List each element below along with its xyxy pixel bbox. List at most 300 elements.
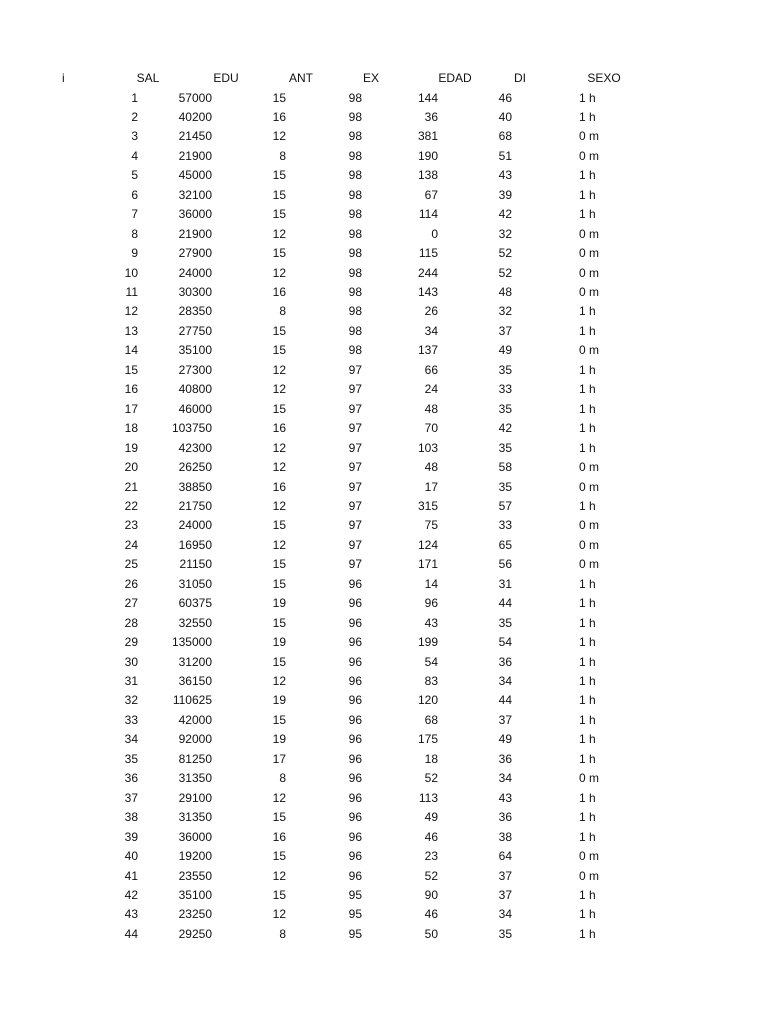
cell-edu: 8 bbox=[279, 771, 286, 786]
cell-i: 9 bbox=[131, 246, 138, 261]
table-row bbox=[0, 419, 768, 439]
table-row bbox=[0, 478, 768, 498]
table-row bbox=[0, 653, 768, 673]
cell-sexo: 0 m bbox=[579, 265, 600, 280]
cell-edad: 58 bbox=[498, 460, 512, 475]
cell-ex: 50 bbox=[424, 926, 438, 941]
cell-ant: 98 bbox=[348, 168, 362, 183]
cell-edu: 12 bbox=[272, 790, 286, 805]
cell-ex: 52 bbox=[424, 771, 438, 786]
cell-ant: 98 bbox=[348, 246, 362, 261]
cell-sal: 21450 bbox=[178, 129, 212, 144]
cell-edad: 52 bbox=[498, 265, 512, 280]
cell-ant: 98 bbox=[348, 304, 362, 319]
cell-edu: 19 bbox=[272, 693, 286, 708]
table-row bbox=[0, 264, 768, 284]
cell-ex: 199 bbox=[417, 635, 438, 650]
cell-i: 17 bbox=[124, 401, 138, 416]
cell-i: 7 bbox=[131, 207, 138, 222]
cell-sexo: 0 m bbox=[579, 771, 600, 786]
cell-ant: 96 bbox=[348, 674, 362, 688]
cell-ant: 97 bbox=[348, 401, 362, 416]
cell-edad: 48 bbox=[498, 285, 512, 299]
cell-sal: 30300 bbox=[178, 285, 212, 299]
cell-sal: 21150 bbox=[179, 557, 212, 572]
cell-edu: 12 bbox=[272, 674, 286, 688]
cell-sexo: 0 m bbox=[579, 479, 600, 494]
cell-ant: 95 bbox=[348, 926, 362, 941]
cell-edad: 43 bbox=[498, 168, 512, 183]
table-row bbox=[0, 439, 768, 459]
cell-i: 29 bbox=[124, 635, 138, 650]
cell-edu: 15 bbox=[272, 712, 286, 727]
cell-sexo: 1 h bbox=[579, 751, 596, 766]
cell-ex: 34 bbox=[424, 323, 438, 338]
cell-i: 24 bbox=[124, 537, 138, 552]
cell-ex: 90 bbox=[424, 887, 438, 902]
cell-ant: 98 bbox=[348, 323, 362, 338]
cell-ant: 98 bbox=[348, 207, 362, 222]
cell-i: 32 bbox=[124, 693, 138, 708]
cell-edu: 15 bbox=[272, 207, 286, 222]
table-row bbox=[0, 536, 768, 556]
cell-edad: 65 bbox=[498, 537, 512, 552]
table-row bbox=[0, 867, 768, 887]
table-row bbox=[0, 322, 768, 342]
cell-sexo: 1 h bbox=[579, 498, 596, 513]
cell-sal: 31350 bbox=[178, 810, 212, 825]
cell-sal: 36150 bbox=[178, 674, 212, 688]
cell-ant: 98 bbox=[348, 187, 362, 202]
cell-edu: 12 bbox=[272, 440, 286, 455]
cell-sexo: 1 h bbox=[579, 401, 596, 416]
cell-sexo: 1 h bbox=[579, 615, 596, 630]
table-row bbox=[0, 594, 768, 614]
table-row bbox=[0, 750, 768, 770]
cell-edad: 43 bbox=[498, 790, 512, 805]
cell-edad: 32 bbox=[498, 226, 512, 241]
cell-i: 1 bbox=[131, 90, 138, 105]
cell-sexo: 1 h bbox=[579, 596, 596, 611]
table-row bbox=[0, 147, 768, 167]
cell-i: 28 bbox=[124, 615, 138, 630]
cell-edu: 12 bbox=[272, 498, 286, 513]
table-row bbox=[0, 244, 768, 264]
table-row bbox=[0, 89, 768, 109]
cell-edu: 19 bbox=[272, 596, 286, 611]
cell-ex: 43 bbox=[424, 615, 438, 630]
header-i: i bbox=[62, 71, 65, 85]
cell-ex: 66 bbox=[424, 362, 438, 377]
cell-sal: 60375 bbox=[178, 596, 212, 611]
cell-ex: 36 bbox=[424, 109, 438, 124]
cell-ex: 70 bbox=[424, 421, 438, 436]
table-row bbox=[0, 730, 768, 750]
table-row bbox=[0, 808, 768, 828]
cell-ant: 98 bbox=[348, 129, 362, 144]
cell-i: 39 bbox=[124, 829, 138, 844]
cell-edad: 54 bbox=[498, 635, 512, 650]
cell-edad: 35 bbox=[498, 440, 512, 455]
cell-edad: 35 bbox=[498, 926, 512, 941]
cell-edu: 15 bbox=[272, 654, 286, 669]
cell-edad: 31 bbox=[498, 576, 512, 591]
cell-edad: 52 bbox=[498, 246, 512, 261]
cell-i: 19 bbox=[124, 440, 138, 455]
cell-sal: 27300 bbox=[178, 362, 212, 377]
cell-edad: 34 bbox=[498, 674, 512, 688]
cell-edu: 15 bbox=[272, 557, 286, 572]
cell-sal: 135000 bbox=[171, 635, 212, 650]
cell-edad: 35 bbox=[498, 615, 512, 630]
cell-sal: 40200 bbox=[178, 109, 212, 124]
cell-ex: 23 bbox=[424, 849, 438, 864]
table-row bbox=[0, 205, 768, 225]
cell-ant: 96 bbox=[348, 712, 362, 727]
cell-edu: 16 bbox=[272, 109, 286, 124]
cell-edu: 12 bbox=[272, 460, 286, 475]
cell-sexo: 1 h bbox=[579, 712, 596, 727]
cell-ant: 96 bbox=[348, 615, 362, 630]
table-row bbox=[0, 789, 768, 809]
cell-edad: 46 bbox=[498, 90, 512, 105]
cell-edad: 35 bbox=[498, 362, 512, 377]
cell-i: 30 bbox=[124, 654, 138, 669]
cell-edu: 15 bbox=[272, 246, 286, 261]
cell-ex: 315 bbox=[417, 498, 438, 513]
cell-sexo: 1 h bbox=[579, 887, 596, 902]
cell-i: 41 bbox=[124, 868, 138, 883]
cell-sal: 36000 bbox=[178, 207, 212, 222]
cell-i: 5 bbox=[131, 168, 138, 183]
cell-sal: 27750 bbox=[178, 323, 212, 338]
header-edad: EDAD bbox=[438, 71, 472, 85]
cell-sal: 57000 bbox=[178, 90, 212, 105]
table-row bbox=[0, 302, 768, 322]
header-edu: EDU bbox=[213, 71, 239, 85]
cell-sexo: 0 m bbox=[579, 849, 600, 864]
table-row bbox=[0, 380, 768, 400]
cell-sal: 29250 bbox=[178, 926, 212, 941]
cell-sal: 27900 bbox=[178, 246, 212, 261]
cell-sexo: 0 m bbox=[579, 868, 600, 883]
cell-ex: 114 bbox=[418, 207, 438, 222]
cell-ex: 54 bbox=[424, 654, 438, 669]
cell-i: 15 bbox=[124, 362, 138, 377]
cell-sal: 16950 bbox=[178, 537, 212, 552]
cell-sexo: 1 h bbox=[579, 382, 596, 397]
cell-i: 10 bbox=[124, 265, 138, 280]
cell-ant: 96 bbox=[348, 829, 362, 844]
table-row bbox=[0, 905, 768, 925]
cell-ant: 98 bbox=[348, 109, 362, 124]
cell-edad: 51 bbox=[498, 148, 512, 163]
cell-ant: 97 bbox=[348, 440, 362, 455]
cell-edad: 38 bbox=[498, 829, 512, 844]
cell-sal: 31050 bbox=[178, 576, 212, 591]
cell-sexo: 0 m bbox=[579, 285, 600, 299]
table-row bbox=[0, 225, 768, 245]
table-row bbox=[0, 186, 768, 206]
cell-edad: 42 bbox=[498, 421, 512, 436]
cell-i: 11 bbox=[125, 285, 138, 299]
header-sal: SAL bbox=[136, 71, 160, 85]
cell-edu: 12 bbox=[272, 226, 286, 241]
cell-edu: 16 bbox=[272, 479, 286, 494]
table-row bbox=[0, 127, 768, 147]
cell-edu: 12 bbox=[272, 537, 286, 552]
cell-sexo: 1 h bbox=[579, 207, 596, 222]
cell-sal: 46000 bbox=[178, 401, 212, 416]
cell-sal: 32100 bbox=[178, 187, 212, 202]
table-row bbox=[0, 497, 768, 517]
table-row bbox=[0, 575, 768, 595]
cell-i: 22 bbox=[124, 498, 138, 513]
cell-i: 38 bbox=[124, 810, 138, 825]
cell-ex: 14 bbox=[424, 576, 438, 591]
cell-edad: 68 bbox=[498, 129, 512, 144]
table-row bbox=[0, 614, 768, 634]
cell-ex: 83 bbox=[424, 674, 438, 688]
cell-edu: 15 bbox=[272, 615, 286, 630]
cell-ex: 46 bbox=[424, 829, 438, 844]
cell-ex: 124 bbox=[417, 537, 438, 552]
table-row bbox=[0, 458, 768, 478]
cell-sexo: 0 m bbox=[579, 537, 600, 552]
cell-edu: 19 bbox=[272, 732, 286, 747]
cell-edad: 36 bbox=[498, 654, 512, 669]
cell-ant: 97 bbox=[348, 537, 362, 552]
cell-edad: 44 bbox=[498, 596, 512, 611]
cell-i: 43 bbox=[124, 907, 138, 922]
cell-sal: 21900 bbox=[178, 226, 212, 241]
cell-sexo: 1 h bbox=[579, 304, 596, 319]
cell-edu: 16 bbox=[272, 285, 286, 299]
cell-ex: 171 bbox=[417, 557, 438, 572]
cell-sexo: 0 m bbox=[579, 343, 600, 358]
cell-edu: 8 bbox=[279, 926, 286, 941]
cell-ant: 97 bbox=[348, 498, 362, 513]
cell-ant: 97 bbox=[348, 479, 362, 494]
table-row bbox=[0, 828, 768, 848]
cell-edu: 12 bbox=[272, 868, 286, 883]
cell-ant: 98 bbox=[348, 285, 362, 299]
cell-edad: 42 bbox=[498, 207, 512, 222]
table-row bbox=[0, 361, 768, 381]
cell-i: 26 bbox=[124, 576, 138, 591]
cell-sal: 31200 bbox=[178, 654, 212, 669]
cell-sal: 81250 bbox=[178, 751, 212, 766]
cell-sexo: 1 h bbox=[579, 109, 596, 124]
cell-ant: 97 bbox=[348, 518, 362, 533]
cell-edad: 49 bbox=[498, 343, 512, 358]
cell-sal: 31350 bbox=[178, 771, 212, 786]
cell-sexo: 1 h bbox=[579, 732, 596, 747]
table-row bbox=[0, 925, 768, 945]
cell-sal: 42300 bbox=[178, 440, 212, 455]
cell-sexo: 1 h bbox=[579, 635, 596, 650]
cell-i: 27 bbox=[124, 596, 138, 611]
cell-i: 33 bbox=[124, 712, 138, 727]
cell-i: 44 bbox=[124, 926, 138, 941]
cell-ex: 67 bbox=[424, 187, 438, 202]
cell-i: 40 bbox=[124, 849, 138, 864]
cell-sexo: 1 h bbox=[579, 829, 596, 844]
table-row bbox=[0, 691, 768, 711]
cell-i: 34 bbox=[124, 732, 138, 747]
cell-i: 21 bbox=[124, 479, 138, 494]
cell-ex: 26 bbox=[424, 304, 438, 319]
cell-sal: 24000 bbox=[178, 518, 212, 533]
cell-edad: 44 bbox=[498, 693, 512, 708]
table-row bbox=[0, 283, 768, 303]
header-di: DI bbox=[514, 71, 526, 85]
cell-sexo: 0 m bbox=[579, 518, 600, 533]
cell-ant: 96 bbox=[348, 732, 362, 747]
cell-sexo: 1 h bbox=[579, 907, 596, 922]
table-row bbox=[0, 847, 768, 867]
cell-sal: 110625 bbox=[172, 693, 212, 708]
cell-edad: 39 bbox=[498, 187, 512, 202]
cell-ex: 68 bbox=[424, 712, 438, 727]
table-row bbox=[0, 886, 768, 906]
cell-ex: 18 bbox=[424, 751, 438, 766]
table-row bbox=[0, 166, 768, 186]
cell-edu: 16 bbox=[272, 829, 286, 844]
cell-ex: 244 bbox=[417, 265, 438, 280]
cell-i: 20 bbox=[124, 460, 138, 475]
cell-sexo: 1 h bbox=[579, 693, 596, 708]
cell-i: 23 bbox=[124, 518, 138, 533]
cell-sexo: 0 m bbox=[579, 557, 600, 572]
cell-sal: 23250 bbox=[178, 907, 212, 922]
cell-sexo: 1 h bbox=[579, 90, 596, 105]
cell-sal: 19200 bbox=[178, 849, 212, 864]
cell-sexo: 0 m bbox=[579, 246, 600, 261]
cell-sexo: 0 m bbox=[579, 226, 600, 241]
cell-edad: 40 bbox=[498, 109, 512, 124]
cell-ex: 49 bbox=[424, 810, 438, 825]
cell-ex: 115 bbox=[418, 246, 438, 261]
table-row bbox=[0, 633, 768, 653]
cell-ex: 17 bbox=[424, 479, 438, 494]
cell-edad: 36 bbox=[498, 810, 512, 825]
cell-ant: 96 bbox=[348, 693, 362, 708]
table-row bbox=[0, 711, 768, 731]
cell-ant: 96 bbox=[348, 751, 362, 766]
cell-edad: 56 bbox=[498, 557, 512, 572]
cell-ant: 97 bbox=[348, 362, 362, 377]
cell-ant: 96 bbox=[348, 576, 362, 591]
table-row bbox=[0, 400, 768, 420]
cell-ex: 75 bbox=[424, 518, 438, 533]
cell-edad: 49 bbox=[498, 732, 512, 747]
cell-i: 4 bbox=[131, 148, 138, 163]
cell-ant: 96 bbox=[348, 654, 362, 669]
cell-sexo: 1 h bbox=[579, 440, 596, 455]
header-sexo: SEXO bbox=[587, 71, 621, 85]
cell-ex: 0 bbox=[431, 226, 438, 241]
cell-edu: 15 bbox=[272, 90, 286, 105]
cell-edu: 15 bbox=[272, 343, 286, 358]
cell-ex: 48 bbox=[424, 401, 438, 416]
cell-edad: 34 bbox=[498, 907, 512, 922]
header-ant: ANT bbox=[289, 71, 313, 85]
cell-ant: 98 bbox=[348, 343, 362, 358]
cell-sexo: 1 h bbox=[579, 421, 596, 436]
cell-edu: 12 bbox=[272, 362, 286, 377]
cell-ant: 98 bbox=[348, 226, 362, 241]
cell-edu: 12 bbox=[272, 265, 286, 280]
cell-i: 35 bbox=[124, 751, 138, 766]
cell-ex: 138 bbox=[417, 168, 438, 183]
cell-sexo: 1 h bbox=[579, 790, 596, 805]
table-row bbox=[0, 341, 768, 361]
cell-sexo: 0 m bbox=[579, 129, 600, 144]
cell-edad: 34 bbox=[498, 771, 512, 786]
cell-edu: 15 bbox=[272, 810, 286, 825]
cell-ant: 97 bbox=[348, 382, 362, 397]
cell-i: 8 bbox=[131, 226, 138, 241]
cell-sexo: 1 h bbox=[579, 926, 596, 941]
cell-ant: 98 bbox=[348, 265, 362, 280]
cell-ant: 98 bbox=[348, 90, 362, 105]
cell-sexo: 1 h bbox=[579, 323, 596, 338]
cell-i: 37 bbox=[124, 790, 138, 805]
cell-sexo: 1 h bbox=[579, 362, 596, 377]
cell-sal: 35100 bbox=[178, 887, 212, 902]
cell-edad: 37 bbox=[498, 868, 512, 883]
cell-i: 25 bbox=[124, 557, 138, 572]
cell-i: 12 bbox=[124, 304, 138, 319]
cell-edu: 17 bbox=[272, 751, 286, 766]
cell-ex: 52 bbox=[424, 868, 438, 883]
cell-i: 18 bbox=[124, 421, 138, 436]
cell-edad: 35 bbox=[498, 479, 512, 494]
cell-ex: 46 bbox=[424, 907, 438, 922]
cell-i: 14 bbox=[124, 343, 138, 358]
cell-i: 16 bbox=[124, 382, 138, 397]
cell-ant: 95 bbox=[348, 887, 362, 902]
cell-ant: 96 bbox=[348, 771, 362, 786]
cell-sal: 92000 bbox=[178, 732, 212, 747]
cell-ex: 175 bbox=[417, 732, 438, 747]
cell-ant: 96 bbox=[348, 635, 362, 650]
cell-ant: 98 bbox=[348, 148, 362, 163]
cell-edu: 15 bbox=[272, 887, 286, 902]
cell-sal: 21900 bbox=[178, 148, 212, 163]
cell-sal: 36000 bbox=[178, 829, 212, 844]
cell-ant: 95 bbox=[348, 907, 362, 922]
cell-edad: 37 bbox=[498, 887, 512, 902]
cell-ant: 97 bbox=[348, 460, 362, 475]
cell-ex: 96 bbox=[424, 596, 438, 611]
cell-sal: 38850 bbox=[178, 479, 212, 494]
cell-edad: 33 bbox=[498, 518, 512, 533]
cell-edu: 19 bbox=[272, 635, 286, 650]
cell-ex: 143 bbox=[417, 285, 438, 299]
cell-sal: 103750 bbox=[171, 421, 212, 436]
cell-sal: 24000 bbox=[178, 265, 212, 280]
cell-edad: 36 bbox=[498, 751, 512, 766]
cell-ex: 103 bbox=[417, 440, 438, 455]
cell-edu: 12 bbox=[272, 129, 286, 144]
header-ex: EX bbox=[362, 71, 379, 85]
cell-ant: 96 bbox=[348, 810, 362, 825]
table-row bbox=[0, 672, 768, 692]
cell-ex: 120 bbox=[417, 693, 438, 708]
cell-sal: 45000 bbox=[178, 168, 212, 183]
